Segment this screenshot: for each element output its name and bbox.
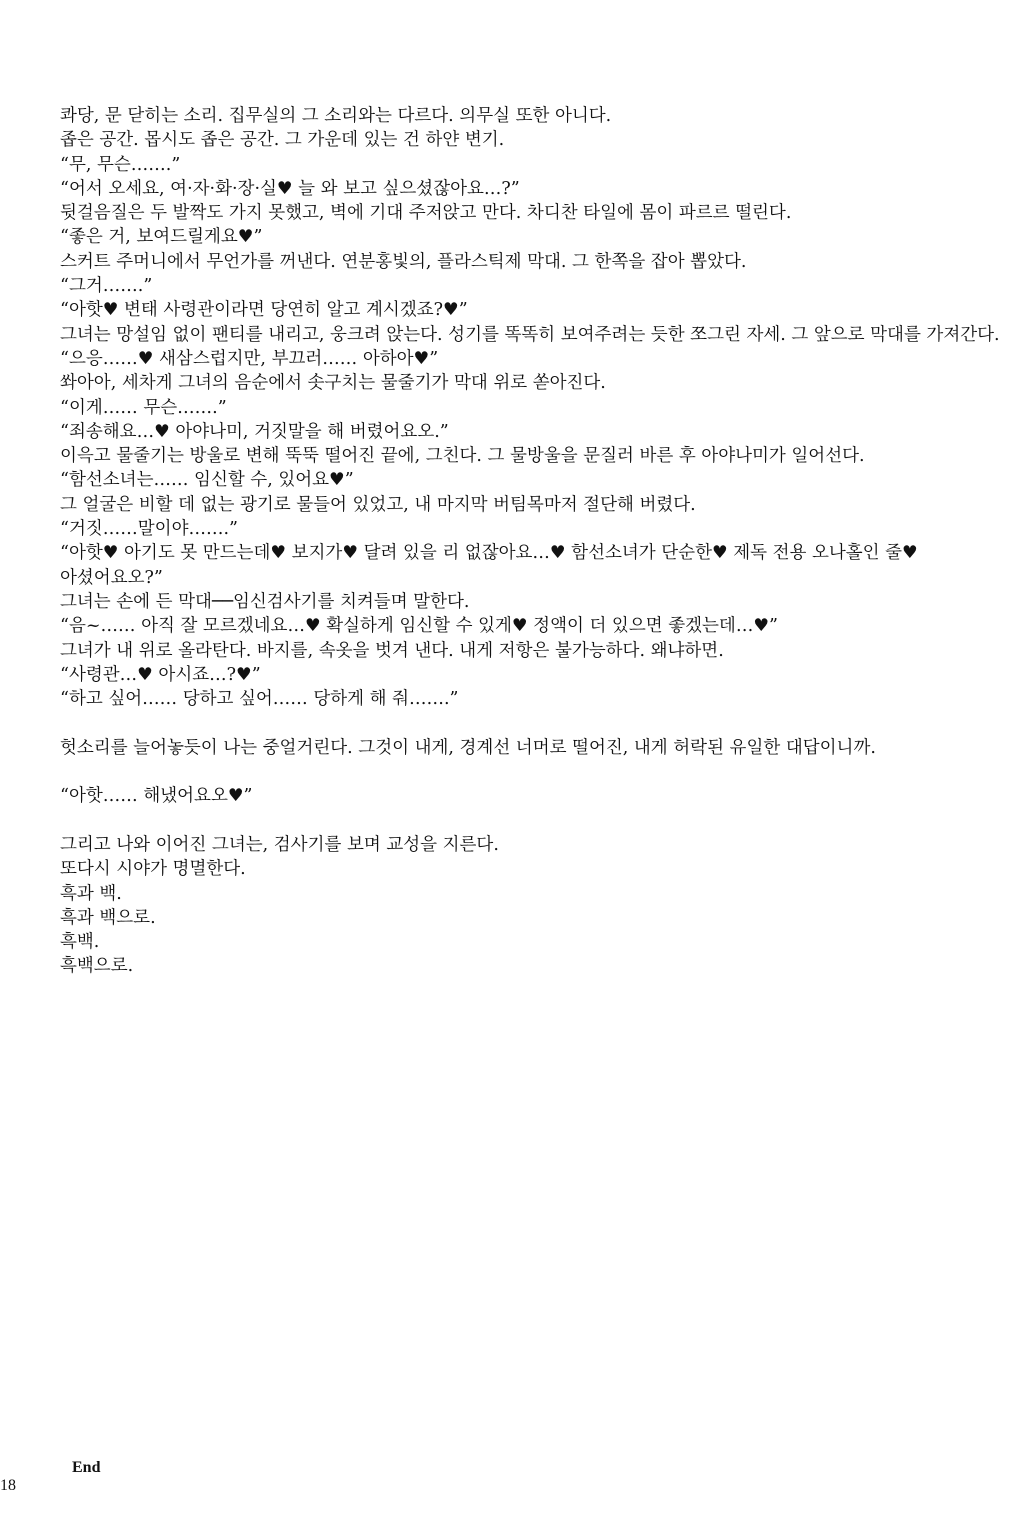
paragraph: “그거…….” xyxy=(60,276,153,297)
paragraph: “하고 싶어…… 당하고 싶어…… 당하게 해 줘…….” xyxy=(60,689,459,710)
paragraph: 그녀는 망설임 없이 팬티를 내리고, 웅크려 앉는다. 성기를 똑똑히 보여주려는 듯한 쪼그린 자세. 그 앞으로 막대를 가져간다. xyxy=(60,324,1000,345)
paragraph: 그녀가 내 위로 올라탄다. 바지를, 속옷을 벗겨 낸다. 내게 저항은 불가능하다. 왜냐하면. xyxy=(60,640,724,661)
end-label: End xyxy=(72,1459,101,1476)
paragraph: 또다시 시야가 명멸한다. xyxy=(60,859,246,880)
blank-line xyxy=(60,760,1006,784)
paragraph: 흑백. xyxy=(60,932,100,953)
paragraph: 그리고 나와 이어진 그녀는, 검사기를 보며 교성을 지른다. xyxy=(60,834,499,855)
paragraph: 흑백으로. xyxy=(60,956,134,977)
paragraph: “으응……♥ 새삼스럽지만, 부끄러…… 아하아♥” xyxy=(60,348,439,369)
blank-line xyxy=(60,711,1006,735)
paragraph: 쏴아아, 세차게 그녀의 음순에서 솟구치는 물줄기가 막대 위로 쏟아진다. xyxy=(60,373,606,394)
paragraph: “함선소녀는…… 임신할 수, 있어요♥” xyxy=(60,470,354,491)
paragraph: “무, 무슨…….” xyxy=(60,154,181,175)
paragraph: 콰당, 문 닫히는 소리. 집무실의 그 소리와는 다르다. 의무실 또한 아니다. xyxy=(60,106,612,126)
paragraph: “거짓……말이야…….” xyxy=(60,519,238,540)
paragraph: “어서 오세요, 여·자·화·장·실♥ 늘 와 보고 싶으셨잖아요…?” xyxy=(60,178,520,199)
paragraph: “사령관…♥ 아시죠…?♥” xyxy=(60,664,261,685)
paragraph: “음~…… 아직 잘 모르겠네요…♥ 확실하게 임신할 수 있게♥ 정액이 더 있으면 좋겠는데…♥” xyxy=(60,616,778,637)
paragraph: 이윽고 물줄기는 방울로 변해 뚝뚝 떨어진 끝에, 그친다. 그 물방울을 문질러 바른 후 아야나미가 일어선다. xyxy=(60,446,865,467)
paragraph: 뒷걸음질은 두 발짝도 가지 못했고, 벽에 기대 주저앉고 만다. 차디찬 타일에 몸이 파르르 떨린다. xyxy=(60,203,792,224)
paragraph: 흑과 백. xyxy=(60,883,122,904)
page-number: 18 xyxy=(0,1477,16,1494)
paragraph: 흑과 백으로. xyxy=(60,907,156,928)
paragraph: “아핫♥ 변태 사령관이라면 당연히 알고 계시겠죠?♥” xyxy=(60,300,468,321)
paragraph: 헛소리를 늘어놓듯이 나는 중얼거린다. 그것이 내게, 경계선 너머로 떨어진, 내게 허락된 유일한 대답이니까. xyxy=(60,737,876,758)
paragraph: “아핫♥ 아기도 못 만드는데♥ 보지가♥ 달려 있을 리 없잖아요…♥ 함선소녀가 단순한♥ 제독 전용 오나홀인 줄♥ 아셨어요오?” xyxy=(60,543,924,588)
story-text xyxy=(60,104,1006,979)
paragraph: “죄송해요…♥ 아야나미, 거짓말을 해 버렸어요오.” xyxy=(60,421,449,442)
blank-line xyxy=(60,809,1006,833)
paragraph: 그녀는 손에 든 막대──임신검사기를 치켜들며 말한다. xyxy=(60,591,470,612)
paragraph: 그 얼굴은 비할 데 없는 광기로 물들어 있었고, 내 마지막 버팀목마저 절단해 버렸다. xyxy=(60,494,696,515)
paragraph: “좋은 거, 보여드릴게요♥” xyxy=(60,227,263,248)
paragraph: 스커트 주머니에서 무언가를 꺼낸다. 연분홍빛의, 플라스틱제 막대. 그 한쪽을 잡아 뽑았다. xyxy=(60,251,747,272)
paragraph: “이게…… 무슨…….” xyxy=(60,397,227,418)
paragraph: 좁은 공간. 몹시도 좁은 공간. 그 가운데 있는 건 하얀 변기. xyxy=(60,130,505,151)
paragraph: “아핫…… 해냈어요오♥” xyxy=(60,786,253,807)
